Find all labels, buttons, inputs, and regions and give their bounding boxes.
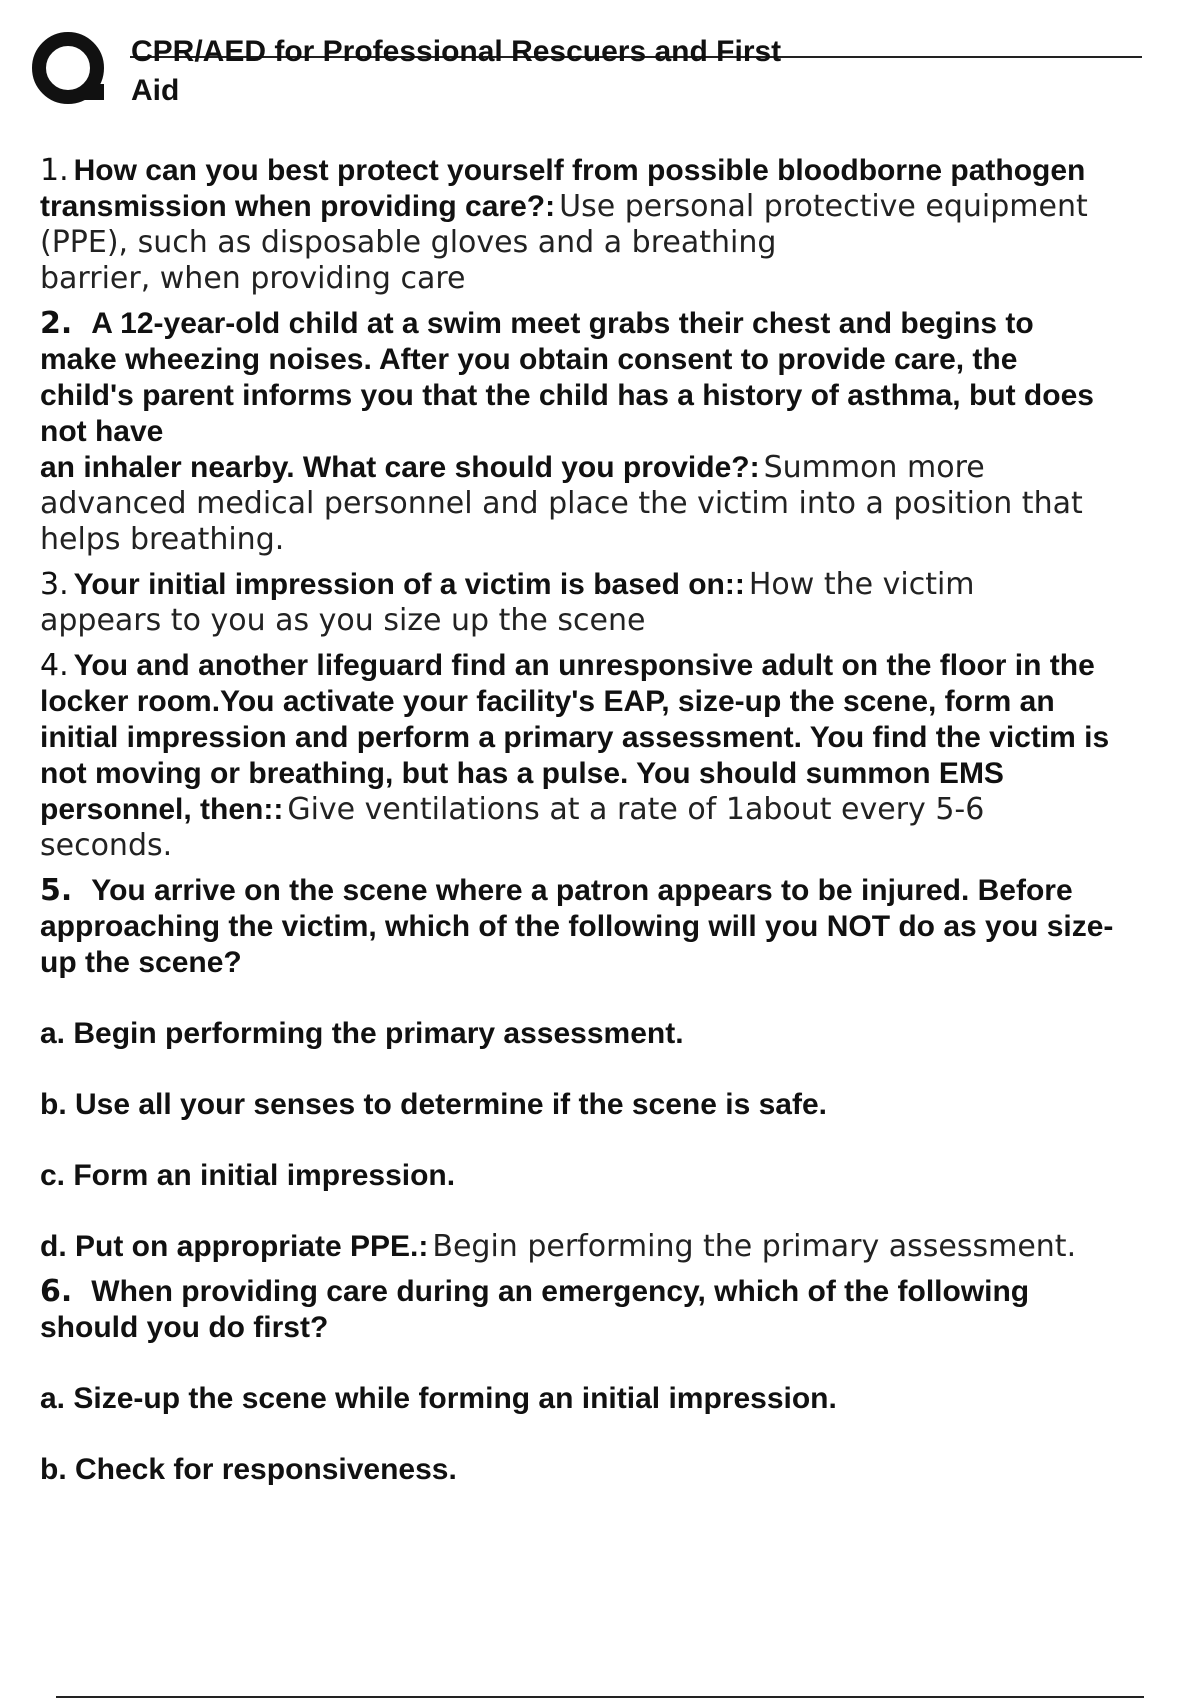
answer-line: Summon more	[763, 450, 985, 485]
question-1-paragraph	[40, 153, 1192, 297]
question-line: up the scene?	[40, 946, 242, 979]
question-list	[40, 153, 1192, 1497]
question-5-paragraph	[40, 873, 1192, 981]
option-d-with-answer	[40, 1229, 1192, 1265]
question-line: When providing care during an emergency, which of the following	[91, 1275, 1030, 1308]
answer-line: Give ventilations at a rate of 1about every 5-6	[287, 792, 985, 827]
question-item-1	[40, 153, 1192, 297]
question-line: an inhaler nearby. What care should you provide?:	[40, 451, 760, 484]
question-number: 1.	[40, 153, 69, 188]
document-title	[131, 32, 891, 110]
question-number: 5.	[40, 873, 73, 908]
option-c: c. Form an initial impression.	[40, 1159, 456, 1192]
option-d: d. Put on appropriate PPE.:	[40, 1230, 429, 1263]
answer-text: Begin performing the primary assessment.	[432, 1229, 1077, 1264]
question-item-3	[40, 567, 1192, 639]
question-4-paragraph	[40, 648, 1192, 864]
document-title-line-2: Aid	[131, 74, 180, 107]
question-line: child's parent informs you that the child has a history of asthma, but does	[40, 379, 1094, 412]
question-line: A 12-year-old child at a swim meet grabs their chest and begins to	[91, 307, 1034, 340]
footer-rule	[56, 1696, 1144, 1698]
question-6-paragraph	[40, 1274, 1192, 1346]
answer-line: barrier, when providing care	[40, 261, 466, 296]
question-number: 3.	[40, 567, 69, 602]
question-line: You and another lifeguard find an unresponsive adult on the floor in the	[73, 649, 1095, 682]
answer-line: helps breathing.	[40, 522, 285, 557]
question-line: personnel, then::	[40, 793, 284, 826]
answer-line: advanced medical personnel and place the victim into a position that	[40, 486, 1083, 521]
question-line: not moving or breathing, but has a pulse. You should summon EMS	[40, 757, 1004, 790]
answer-line: (PPE), such as disposable gloves and a breathing	[40, 225, 777, 260]
question-number: 4.	[40, 648, 69, 683]
question-line: should you do first?	[40, 1311, 329, 1344]
question-3-paragraph	[40, 567, 1192, 639]
answer-line: seconds.	[40, 828, 173, 863]
question-line: approaching the victim, which of the following will you NOT do as you size-	[40, 910, 1114, 943]
option-a: a. Begin performing the primary assessment.	[40, 1017, 684, 1050]
answer-line: How the victim	[748, 567, 975, 602]
question-line: How can you best protect yourself from possible bloodborne pathogen	[73, 154, 1086, 187]
question-number: 6.	[40, 1274, 73, 1309]
question-line: You arrive on the scene where a patron appears to be injured. Before	[91, 874, 1073, 907]
question-number: 2.	[40, 306, 73, 341]
document-title-line-1: CPR/AED for Professional Rescuers and First	[131, 35, 782, 68]
logo-q-icon	[30, 30, 110, 110]
question-line: make wheezing noises. After you obtain consent to provide care, the	[40, 343, 1018, 376]
question-item-5	[40, 873, 1192, 1265]
question-item-4	[40, 648, 1192, 864]
option-b: b. Check for responsiveness.	[40, 1453, 457, 1486]
question-line: transmission when providing care?:	[40, 190, 556, 223]
question-line: initial impression and perform a primary assessment. You find the victim is	[40, 721, 1110, 754]
question-line: locker room.You activate your facility's EAP, size-up the scene, form an	[40, 685, 1055, 718]
answer-line: Use personal protective equipment	[559, 189, 1088, 224]
answer-line: appears to you as you size up the scene	[40, 603, 646, 638]
question-item-2	[40, 306, 1192, 558]
question-line: Your initial impression of a victim is based on::	[73, 568, 745, 601]
question-line: not have	[40, 415, 164, 448]
question-item-6	[40, 1274, 1192, 1488]
question-2-paragraph	[40, 306, 1192, 558]
option-a: a. Size-up the scene while forming an initial impression.	[40, 1382, 837, 1415]
option-b: b. Use all your senses to determine if the scene is safe.	[40, 1088, 827, 1121]
